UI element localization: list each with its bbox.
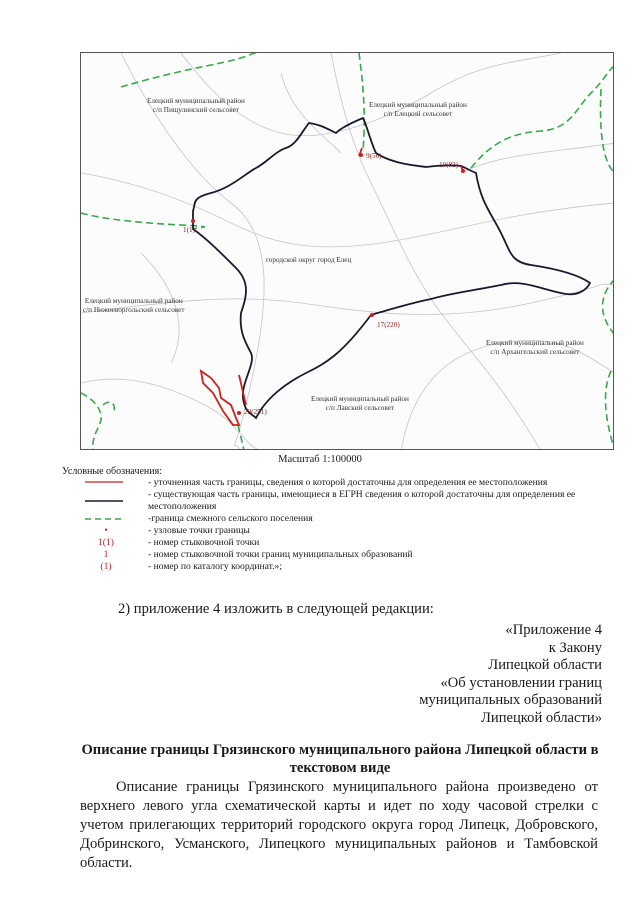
point-label: 10(82): [439, 161, 459, 169]
legend-item: [80, 525, 620, 537]
existing-line-icon: [85, 489, 123, 513]
region-label-lav: Елецкий муниципальный район с/п Лавский сельсовет: [311, 395, 409, 412]
boundary-nodes: [191, 153, 465, 415]
region-label-nizh: Елецкий муниципальный район с/п Нижневоргольский сельсовет: [83, 297, 185, 314]
legend-text: - существующая часть границы, имеющиеся в ЕГРН сведения о которой достаточны для определения ее местоположения: [148, 489, 576, 512]
legend-text: - номер стыковочной точки границ муниципальных образований: [148, 549, 413, 560]
appendix-block: [342, 622, 602, 728]
paragraph-2: 2) приложение 4 изложить в следующей редакции:: [118, 601, 434, 617]
region-label-pitsh: Елецкий муниципальный район с/п Пищулинский сельсовет: [147, 97, 245, 114]
region-label-elets: Елецкий муниципальный район с/п Елецкий сельсовет: [369, 101, 467, 118]
appendix-line: Липецкой области: [488, 657, 602, 674]
map-scale: Масштаб 1:100000: [278, 454, 362, 465]
legend-text: -граница смежного сельского поселения: [148, 513, 313, 524]
legend-item: [80, 561, 620, 573]
legend-item: [80, 513, 620, 525]
point-label: 1(1): [183, 226, 195, 234]
point-label: 17(220): [377, 321, 400, 329]
legend: [80, 477, 620, 573]
refined-line-icon: [85, 477, 123, 489]
legend-item: [80, 489, 620, 513]
region-label-city: городской округ город Елец: [266, 256, 352, 264]
section-heading: Описание границы Грязинского муниципального района Липецкой области в текстовом виде: [81, 742, 599, 776]
legend-item: [80, 537, 620, 549]
appendix-line: «Приложение 4: [505, 622, 602, 638]
legend-text: - номер стыковочной точки: [148, 537, 260, 548]
legend-text: - уточненная часть границы, сведения о которой достаточны для определения ее местоположения: [148, 477, 548, 488]
appendix-line: к Закону: [548, 639, 602, 656]
legend-symbol: (1): [100, 561, 112, 572]
neighbor-line-icon: [85, 513, 123, 525]
existing-boundary: [193, 118, 590, 418]
legend-title: Условные обозначения:: [62, 466, 163, 477]
appendix-line: муниципальных образований: [419, 692, 602, 709]
schematic-map: [80, 52, 614, 450]
legend-item: [80, 477, 620, 489]
node-dot-icon: •: [104, 525, 108, 536]
point-label: 20(251): [244, 408, 267, 416]
body-paragraph: Описание границы Грязинского муниципального района произведено от верхнего левого угла схематической карты и идет по ходу часовой стрелки с учетом прилегающих территорий городского округа город Липецк, Добровского, Добринского, Усманского, Липецкого муниципальных районов и Тамбовской области.: [80, 779, 598, 871]
legend-symbol: 1(1): [98, 537, 114, 548]
legend-item: [80, 549, 620, 561]
appendix-line: «Об установлении границ: [440, 674, 602, 691]
legend-symbol: 1: [103, 549, 109, 560]
legend-text: - номер по каталогу координат.»;: [148, 561, 283, 572]
legend-text: - узловые точки границы: [148, 525, 250, 536]
appendix-line: Липецкой области»: [481, 709, 602, 726]
point-label: 9(56): [366, 152, 382, 160]
region-label-arkh: Елецкий муниципальный район с/п Архангельский сельсовет: [486, 339, 584, 356]
